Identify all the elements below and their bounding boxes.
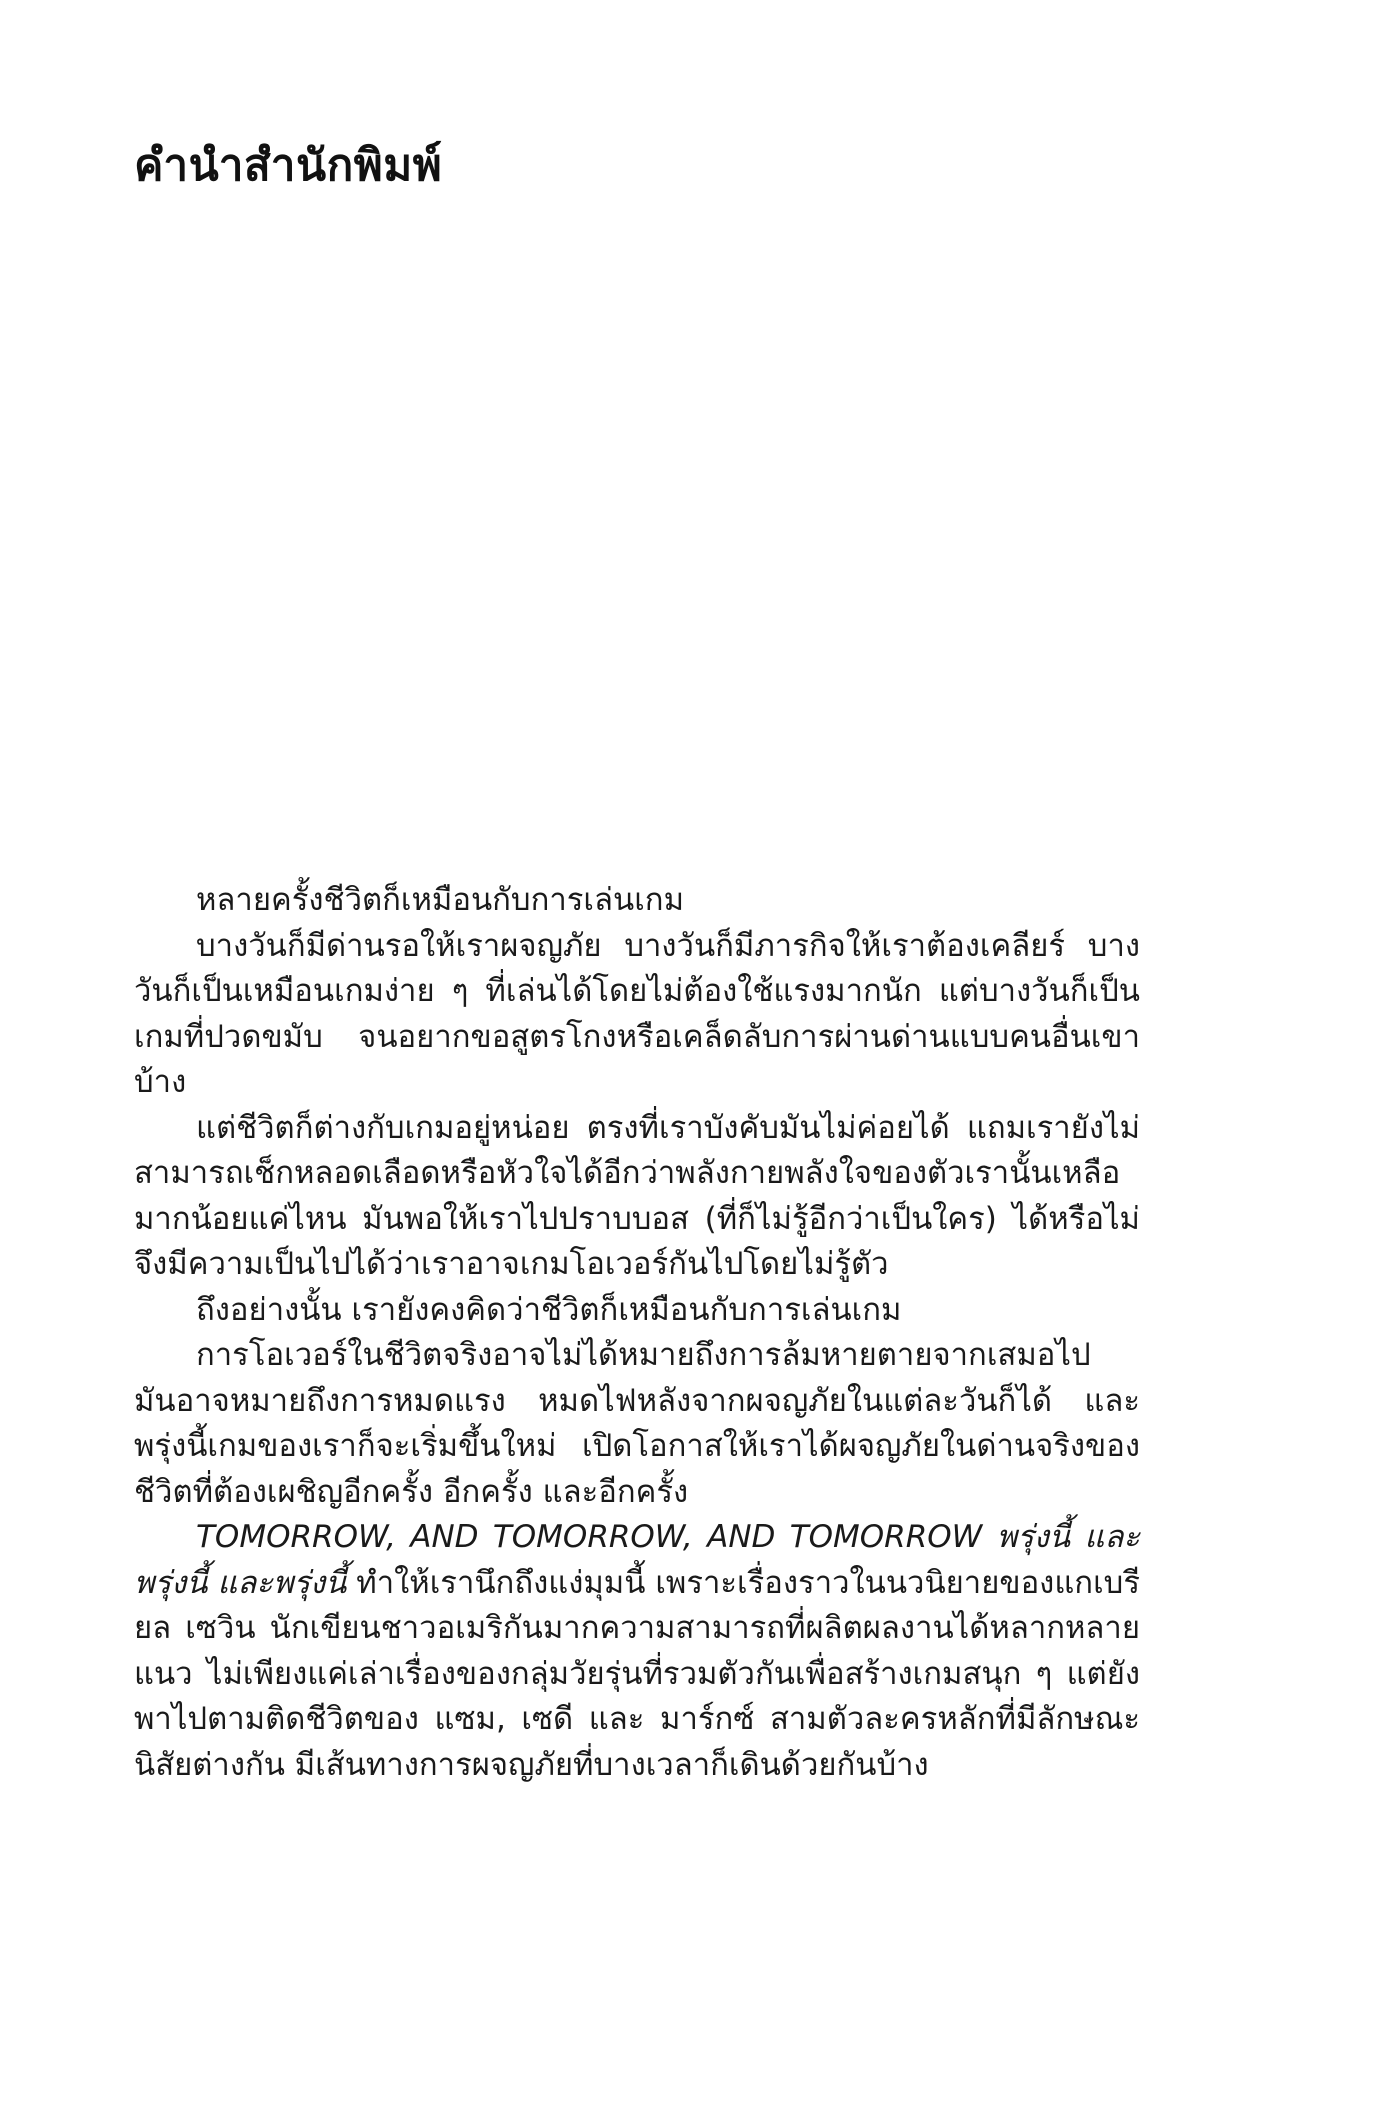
paragraph-2: บางวันก็มีด่านรอให้เราผจญภัย บางวันก็มีภารกิจให้เราต้องเคลียร์ บางวันก็เป็นเหมือนเกมง่าย ๆ ที่เล่นได้โดยไม่ต้องใช้แรงมากนัก แต่บางวันก็เป็นเกมที่ปวดขมับ จนอยากขอสูตรโกงหรือเคล็ดลับการผ่านด่านแบบคนอื่นเขาบ้าง xyxy=(134,927,1140,1100)
paragraph-6-text: ทำให้เรานึกถึงแง่มุมนี้ เพราะเรื่องราวในนวนิยายของแกเบรียล เซวิน นักเขียนชาวอเมริกันมากความสามารถที่ผลิตผลงานได้หลากหลายแนว ไม่เพียงแค่เล่าเรื่องของกลุ่มวัยรุ่นที่รวมตัวกันเพื่อสร้างเกมสนุก ๆ แต่ยังพาไปตามติดชีวิตของ แซม, เซดี และ มาร์กซ์ สามตัวละครหลักที่มีลักษณะนิสัยต่างกัน มีเส้นทางการผจญภัยที่บางเวลาก็เดินด้วยกันบ้าง xyxy=(134,1564,1140,1783)
paragraph-5: การโอเวอร์ในชีวิตจริงอาจไม่ได้หมายถึงการล้มหายตายจากเสมอไป มันอาจหมายถึงการหมดแรง หมดไฟหลังจากผจญภัยในแต่ละวันก็ได้ และพรุ่งนี้เกมของเราก็จะเริ่มขึ้นใหม่ เปิดโอกาสให้เราได้ผจญภัยในด่านจริงของชีวิตที่ต้องเผชิญอีกครั้ง อีกครั้ง และอีกครั้ง xyxy=(134,1337,1140,1510)
paragraph-4: ถึงอย่างนั้น เรายังคงคิดว่าชีวิตก็เหมือนกับการเล่นเกม xyxy=(196,1291,902,1328)
paragraph-3: แต่ชีวิตก็ต่างกับเกมอยู่หน่อย ตรงที่เราบังคับมันไม่ค่อยได้ แถมเรายังไม่สามารถเช็กหลอดเลือดหรือหัวใจได้อีกว่าพลังกายพลังใจของตัวเรานั้นเหลือมากน้อยแค่ไหน มันพอให้เราไปปราบบอส (ที่ก็ไม่รู้อีกว่าเป็นใคร) ได้หรือไม่ จึงมีความเป็นไปได้ว่าเราอาจเกมโอเวอร์กันไปโดยไม่รู้ตัว xyxy=(134,1109,1140,1282)
paragraph-6 xyxy=(134,1515,1140,1788)
page-title: คำนำสำนักพิมพ์ xyxy=(134,140,443,191)
book-title: TOMORROW, AND TOMORROW, AND TOMORROW พรุ่งนี้ และพรุ่งนี้ และพรุ่งนี้ xyxy=(134,1519,1140,1601)
body-text xyxy=(134,878,1140,1788)
paragraph-1: หลายครั้งชีวิตก็เหมือนกับการเล่นเกม xyxy=(196,882,685,918)
